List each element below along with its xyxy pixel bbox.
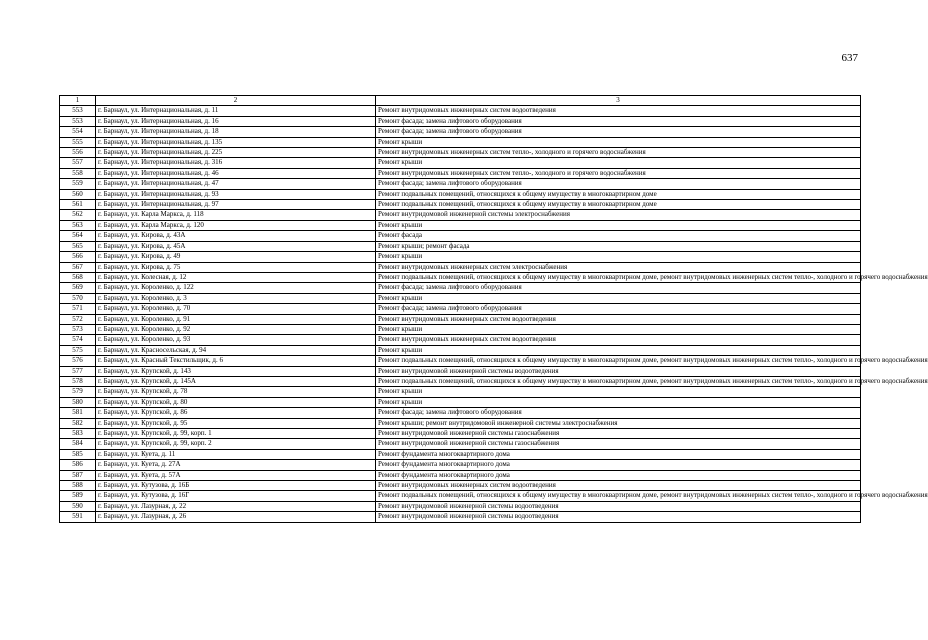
row-work-type: Ремонт внутридомовой инженерной системы водоотведения xyxy=(376,512,861,522)
row-work-type: Ремонт крыши xyxy=(376,387,861,397)
table-row xyxy=(60,449,861,459)
row-number: 560 xyxy=(60,189,96,199)
row-address: г. Барнаул, ул. Куета, д. 57А xyxy=(96,470,376,480)
row-address: г. Барнаул, ул. Интернациональная, д. 46 xyxy=(96,168,376,178)
column-header-work: 3 xyxy=(376,96,861,106)
table-row xyxy=(60,168,861,178)
row-address: г. Барнаул, ул. Короленко, д. 3 xyxy=(96,293,376,303)
row-work-type: Ремонт крыши xyxy=(376,158,861,168)
row-number: 577 xyxy=(60,366,96,376)
row-number: 587 xyxy=(60,470,96,480)
column-header-address: 2 xyxy=(96,96,376,106)
row-address: г. Барнаул, ул. Короленко, д. 93 xyxy=(96,335,376,345)
table-row xyxy=(60,418,861,428)
row-work-type: Ремонт внутридомовой инженерной системы водоотведения xyxy=(376,501,861,511)
row-work-type: Ремонт фасада xyxy=(376,231,861,241)
row-work-type: Ремонт крыши xyxy=(376,220,861,230)
row-address: г. Барнаул, ул. Крупской, д. 99, корп. 1 xyxy=(96,429,376,439)
table-row xyxy=(60,439,861,449)
row-work-type: Ремонт внутридомовых инженерных систем водоотведения xyxy=(376,314,861,324)
row-work-type: Ремонт фасада; замена лифтового оборудования xyxy=(376,179,861,189)
row-number: 559 xyxy=(60,179,96,189)
row-address: г. Барнаул, ул. Короленко, д. 92 xyxy=(96,324,376,334)
row-number: 578 xyxy=(60,376,96,386)
table-row xyxy=(60,252,861,262)
table-row xyxy=(60,262,861,272)
table-row xyxy=(60,481,861,491)
row-number: 556 xyxy=(60,148,96,158)
row-work-type: Ремонт крыши xyxy=(376,252,861,262)
table-row xyxy=(60,293,861,303)
row-work-type: Ремонт фасада; замена лифтового оборудования xyxy=(376,127,861,137)
row-work-type: Ремонт внутридомовых инженерных систем водоотведения xyxy=(376,481,861,491)
row-address: г. Барнаул, ул. Короленко, д. 91 xyxy=(96,314,376,324)
row-number: 586 xyxy=(60,460,96,470)
row-address: г. Барнаул, ул. Крупской, д. 145А xyxy=(96,376,376,386)
row-number: 566 xyxy=(60,252,96,262)
row-work-type: Ремонт крыши xyxy=(376,345,861,355)
row-number: 589 xyxy=(60,491,96,501)
row-work-type: Ремонт подвальных помещений, относящихся к общему имуществу в многоквартирном доме xyxy=(376,189,861,199)
row-address: г. Барнаул, ул. Карла Маркса, д. 120 xyxy=(96,220,376,230)
row-work-type: Ремонт внутридомовых инженерных систем водоотведения xyxy=(376,335,861,345)
row-address: г. Барнаул, ул. Интернациональная, д. 93 xyxy=(96,189,376,199)
row-work-type: Ремонт фундамента многоквартирного дома xyxy=(376,460,861,470)
row-address: г. Барнаул, ул. Кирова, д. 49 xyxy=(96,252,376,262)
row-number: 591 xyxy=(60,512,96,522)
row-address: г. Барнаул, ул. Куета, д. 27А xyxy=(96,460,376,470)
row-work-type: Ремонт внутридомовой инженерной системы газоснабжения xyxy=(376,439,861,449)
table-row xyxy=(60,137,861,147)
row-address: г. Барнаул, ул. Кутузова, д. 16Г xyxy=(96,491,376,501)
row-address: г. Барнаул, ул. Крупской, д. 86 xyxy=(96,408,376,418)
row-number: 571 xyxy=(60,304,96,314)
row-address: г. Барнаул, ул. Куета, д. 11 xyxy=(96,449,376,459)
row-address: г. Барнаул, ул. Крупской, д. 80 xyxy=(96,397,376,407)
row-number: 581 xyxy=(60,408,96,418)
row-work-type: Ремонт подвальных помещений, относящихся к общему имуществу в многоквартирном доме, ремонт внутридомовых инженерных систем тепло-, холодного и горячего водоснабжения xyxy=(376,491,861,501)
row-number: 590 xyxy=(60,501,96,511)
row-work-type: Ремонт подвальных помещений, относящихся к общему имуществу в многоквартирном доме, ремонт внутридомовых инженерных систем тепло-, холодного и горячего водоснабжения xyxy=(376,376,861,386)
row-address: г. Барнаул, ул. Крупской, д. 95 xyxy=(96,418,376,428)
row-number: 585 xyxy=(60,449,96,459)
table-row xyxy=(60,106,861,116)
row-address: г. Барнаул, ул. Красный Текстильщик, д. 6 xyxy=(96,356,376,366)
row-work-type: Ремонт крыши xyxy=(376,397,861,407)
row-work-type: Ремонт внутридомовых инженерных систем водоотведения xyxy=(376,106,861,116)
table-header xyxy=(60,96,861,106)
row-number: 575 xyxy=(60,345,96,355)
table-row xyxy=(60,376,861,386)
table-body xyxy=(60,106,928,522)
table-row xyxy=(60,387,861,397)
table-row xyxy=(60,397,861,407)
row-work-type: Ремонт фасада; замена лифтового оборудования xyxy=(376,116,861,126)
table-row xyxy=(60,408,861,418)
table-row xyxy=(60,335,861,345)
table-row xyxy=(60,314,861,324)
row-number: 584 xyxy=(60,439,96,449)
row-address: г. Барнаул, ул. Колесная, д. 12 xyxy=(96,272,376,282)
row-work-type: Ремонт крыши xyxy=(376,293,861,303)
row-number: 588 xyxy=(60,481,96,491)
row-number: 554 xyxy=(60,127,96,137)
row-number: 567 xyxy=(60,262,96,272)
row-address: г. Барнаул, ул. Интернациональная, д. 47 xyxy=(96,179,376,189)
table-row xyxy=(60,501,861,511)
row-address: г. Барнаул, ул. Крупской, д. 78 xyxy=(96,387,376,397)
row-number: 561 xyxy=(60,200,96,210)
row-number: 570 xyxy=(60,293,96,303)
table-row xyxy=(60,366,861,376)
row-number: 565 xyxy=(60,241,96,251)
table-row xyxy=(60,324,861,334)
row-work-type: Ремонт подвальных помещений, относящихся к общему имуществу в многоквартирном доме, ремонт внутридомовых инженерных систем тепло-, холодного и горячего водоснабжения xyxy=(376,272,861,282)
row-address: г. Барнаул, ул. Кирова, д. 43А xyxy=(96,231,376,241)
table-row xyxy=(60,356,861,366)
table-row xyxy=(60,179,861,189)
row-number: 574 xyxy=(60,335,96,345)
table-row xyxy=(60,429,861,439)
row-number: 580 xyxy=(60,397,96,407)
row-number: 555 xyxy=(60,137,96,147)
table-row xyxy=(60,200,861,210)
row-address: г. Барнаул, ул. Крупской, д. 143 xyxy=(96,366,376,376)
row-address: г. Барнаул, ул. Карла Маркса, д. 118 xyxy=(96,210,376,220)
row-address: г. Барнаул, ул. Интернациональная, д. 316 xyxy=(96,158,376,168)
table-row xyxy=(60,491,861,501)
row-number: 572 xyxy=(60,314,96,324)
table-row xyxy=(60,470,861,480)
row-address: г. Барнаул, ул. Кирова, д. 75 xyxy=(96,262,376,272)
table-row xyxy=(60,231,861,241)
row-address: г. Барнаул, ул. Интернациональная, д. 97 xyxy=(96,200,376,210)
row-number: 562 xyxy=(60,210,96,220)
row-work-type: Ремонт крыши xyxy=(376,137,861,147)
table-row xyxy=(60,304,861,314)
row-number: 568 xyxy=(60,272,96,282)
row-number: 557 xyxy=(60,158,96,168)
row-number: 553 xyxy=(60,106,96,116)
table-row xyxy=(60,460,861,470)
row-address: г. Барнаул, ул. Интернациональная, д. 16 xyxy=(96,116,376,126)
table-row xyxy=(60,512,861,522)
row-number: 573 xyxy=(60,324,96,334)
row-work-type: Ремонт подвальных помещений, относящихся к общему имуществу в многоквартирном доме xyxy=(376,200,861,210)
table-row xyxy=(60,127,861,137)
table-row xyxy=(60,189,861,199)
row-number: 582 xyxy=(60,418,96,428)
table-row xyxy=(60,158,861,168)
row-work-type: Ремонт внутридомовой инженерной системы электроснабжения xyxy=(376,210,861,220)
row-address: г. Барнаул, ул. Лазурная, д. 22 xyxy=(96,501,376,511)
table-row xyxy=(60,345,861,355)
row-work-type: Ремонт крыши; ремонт фасада xyxy=(376,241,861,251)
row-number: 569 xyxy=(60,283,96,293)
row-address: г. Барнаул, ул. Кирова, д. 45А xyxy=(96,241,376,251)
row-number: 553 xyxy=(60,116,96,126)
row-work-type: Ремонт крыши xyxy=(376,324,861,334)
row-address: г. Барнаул, ул. Кутузова, д. 16Б xyxy=(96,481,376,491)
row-work-type: Ремонт крыши; ремонт внутридомовой инженерной системы электроснабжения xyxy=(376,418,861,428)
row-address: г. Барнаул, ул. Интернациональная, д. 18 xyxy=(96,127,376,137)
table-row xyxy=(60,116,861,126)
row-number: 563 xyxy=(60,220,96,230)
row-work-type: Ремонт фундамента многоквартирного дома xyxy=(376,449,861,459)
table-row xyxy=(60,220,861,230)
row-work-type: Ремонт внутридомовых инженерных систем тепло-, холодного и горячего водоснабжения xyxy=(376,148,861,158)
table-row xyxy=(60,210,861,220)
row-work-type: Ремонт внутридомовых инженерных систем электроснабжения xyxy=(376,262,861,272)
row-work-type: Ремонт фасада; замена лифтового оборудования xyxy=(376,304,861,314)
row-number: 558 xyxy=(60,168,96,178)
table-row xyxy=(60,148,861,158)
row-address: г. Барнаул, ул. Короленко, д. 70 xyxy=(96,304,376,314)
row-address: г. Барнаул, ул. Интернациональная, д. 225 xyxy=(96,148,376,158)
table-row xyxy=(60,241,861,251)
row-work-type: Ремонт внутридомовой инженерной системы водоотведения xyxy=(376,366,861,376)
column-header-number: 1 xyxy=(60,96,96,106)
row-address: г. Барнаул, ул. Интернациональная, д. 135 xyxy=(96,137,376,147)
row-address: г. Барнаул, ул. Короленко, д. 122 xyxy=(96,283,376,293)
row-work-type: Ремонт подвальных помещений, относящихся к общему имуществу в многоквартирном доме, ремонт внутридомовых инженерных систем тепло-, холодного и горячего водоснабжения xyxy=(376,356,861,366)
row-address: г. Барнаул, ул. Лазурная, д. 26 xyxy=(96,512,376,522)
row-number: 583 xyxy=(60,429,96,439)
row-address: г. Барнаул, ул. Интернациональная, д. 11 xyxy=(96,106,376,116)
row-work-type: Ремонт фундамента многоквартирного дома xyxy=(376,470,861,480)
row-number: 564 xyxy=(60,231,96,241)
page-number: 637 xyxy=(841,52,858,64)
table-row xyxy=(60,272,861,282)
row-number: 579 xyxy=(60,387,96,397)
row-address: г. Барнаул, ул. Красносельская, д. 94 xyxy=(96,345,376,355)
row-work-type: Ремонт фасада; замена лифтового оборудования xyxy=(376,408,861,418)
repair-registry-table xyxy=(59,95,928,523)
table-row xyxy=(60,283,861,293)
row-work-type: Ремонт внутридомовой инженерной системы газоснабжения xyxy=(376,429,861,439)
header-row xyxy=(60,96,861,106)
row-number: 576 xyxy=(60,356,96,366)
row-work-type: Ремонт фасада; замена лифтового оборудования xyxy=(376,283,861,293)
row-address: г. Барнаул, ул. Крупской, д. 99, корп. 2 xyxy=(96,439,376,449)
row-work-type: Ремонт внутридомовых инженерных систем тепло-, холодного и горячего водоснабжения xyxy=(376,168,861,178)
